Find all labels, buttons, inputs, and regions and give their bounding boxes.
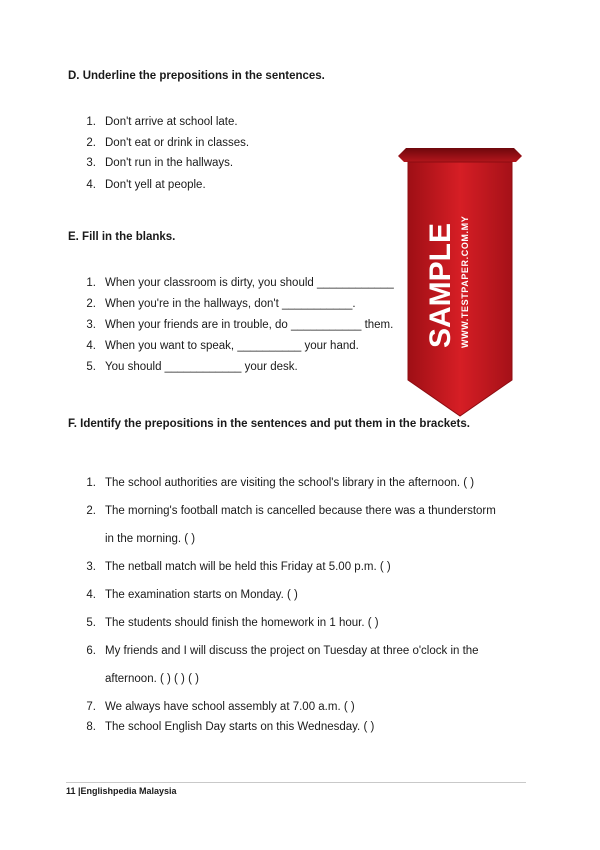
item-text: When you're in the hallways, don't ___________. [105,298,356,310]
item-number: 1. [86,116,96,128]
item-number: 4. [86,179,96,191]
item-text: The morning's football match is cancelled because there was a thunderstorm [105,505,496,517]
item-number: 3. [86,561,96,573]
item-number: 5. [86,361,96,373]
item-text: The examination starts on Monday. ( ) [105,589,298,601]
item-number: 3. [86,319,96,331]
item-number: 2. [86,298,96,310]
item-text: The netball match will be held this Friday at 5.00 p.m. ( ) [105,561,391,573]
footer-divider [66,782,526,783]
item-text: in the morning. ( ) [105,533,196,545]
item-number: 5. [86,617,96,629]
item-number: 2. [86,505,96,517]
item-text: The school English Day starts on this Wednesday. ( ) [105,721,375,733]
watermark-url-text: WWW.TESTPAPER.COM.MY [460,215,470,348]
section-d-title: D. Underline the prepositions in the sentences. [68,70,325,82]
item-number: 2. [86,137,96,149]
item-number: 8. [86,721,96,733]
page-footer: 11 |Englishpedia Malaysia [66,786,177,796]
item-text: When your classroom is dirty, you should ____________ [105,277,394,289]
item-text: We always have school assembly at 7.00 a.m. ( ) [105,701,355,713]
item-text: afternoon. ( ) ( ) ( ) [105,673,199,685]
item-number: 1. [86,477,96,489]
item-text: My friends and I will discuss the project on Tuesday at three o'clock in the [105,645,479,657]
item-text: The students should finish the homework in 1 hour. ( ) [105,617,379,629]
item-text: Don't eat or drink in classes. [105,137,250,149]
item-text: Don't yell at people. [105,179,206,191]
item-number: 4. [86,340,96,352]
item-text: When your friends are in trouble, do ___________ them. [105,319,394,331]
sample-ribbon-watermark [398,148,522,420]
item-text: You should ____________ your desk. [105,361,298,373]
item-text: Don't arrive at school late. [105,116,238,128]
item-number: 1. [86,277,96,289]
item-number: 6. [86,645,96,657]
section-e-title: E. Fill in the blanks. [68,231,176,243]
item-number: 7. [86,701,96,713]
item-text: The school authorities are visiting the school's library in the afternoon. ( ) [105,477,475,489]
watermark-sample-text: SAMPLE [424,222,457,348]
section-f-title: F. Identify the prepositions in the sentences and put them in the brackets. [68,418,470,430]
item-number: 3. [86,157,96,169]
item-text: Don't run in the hallways. [105,157,234,169]
ribbon-fold [398,148,522,162]
item-number: 4. [86,589,96,601]
item-text: When you want to speak, __________ your hand. [105,340,359,352]
